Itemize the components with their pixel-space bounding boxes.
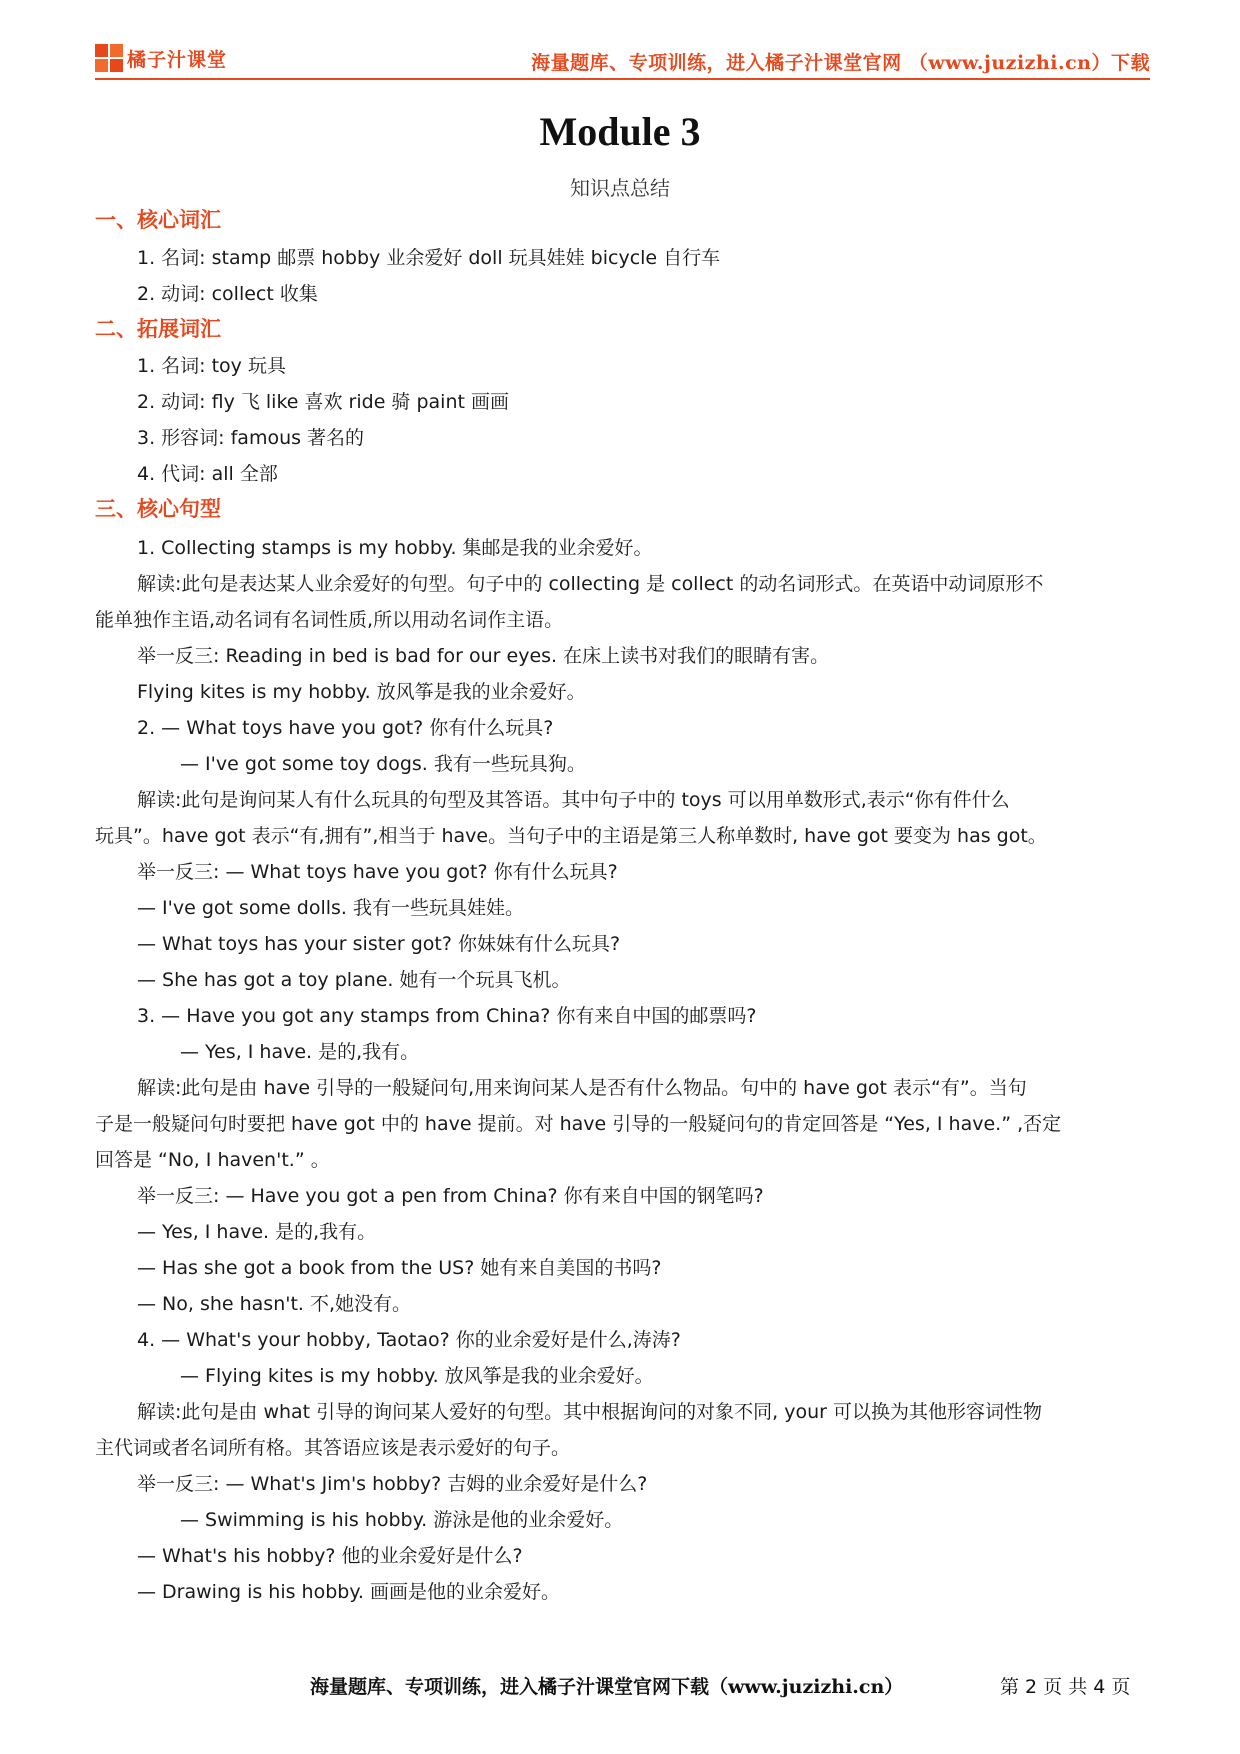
header-slogan: 海量题库、专项训练，进入橘子汁课堂官网 （www.juzizhi.cn）下载 [531,52,1150,74]
example-line: 举一反三: — What's Jim's hobby? 吉姆的业余爱好是什么? [137,1473,648,1495]
example-line: Flying kites is my hobby. 放风筝是我的业余爱好。 [137,681,586,703]
vocab-line: 4. 代词: all 全部 [137,463,278,485]
explanation-line: 解读:此句是由 have 引导的一般疑问句,用来询问某人是否有什么物品。句中的 have got 表示“有”。当句 [137,1077,1027,1099]
sentence-line: — I've got some toy dogs. 我有一些玩具狗。 [180,753,586,775]
example-line: — Drawing is his hobby. 画画是他的业余爱好。 [137,1581,560,1603]
explanation-line: 能单独作主语,动名词有名词性质,所以用动名词作主语。 [95,609,564,631]
example-line: 举一反三: — What toys have you got? 你有什么玩具? [137,861,618,883]
page-title: Module 3 [539,109,701,154]
explanation-line: 解读:此句是由 what 引导的询问某人爱好的句型。其中根据询问的对象不同, your 可以换为其他形容词性物 [137,1401,1042,1423]
page-header [95,42,1150,82]
example-line: — Yes, I have. 是的,我有。 [137,1221,377,1243]
explanation-line: 解读:此句是表达某人业余爱好的句型。句子中的 collecting 是 collect 的动名词形式。在英语中动词原形不 [137,573,1044,595]
header-divider [95,78,1150,80]
sentence-line: — Flying kites is my hobby. 放风筝是我的业余爱好。 [180,1365,654,1387]
example-line: — I've got some dolls. 我有一些玩具娃娃。 [137,897,524,919]
explanation-line: 玩具”。have got 表示“有,拥有”,相当于 have。当句子中的主语是第三人称单数时, have got 要变为 has got。 [95,825,1047,847]
explanation-line: 子是一般疑问句时要把 have got 中的 have 提前。对 have 引导的一般疑问句的肯定回答是 “Yes, I have.” ,否定 [95,1113,1062,1135]
example-line: — What toys has your sister got? 你妹妹有什么玩具? [137,933,621,955]
section-heading: 一、核心词汇 [95,208,221,232]
page-subtitle: 知识点总结 [570,176,670,200]
vocab-line: 1. 名词: toy 玩具 [137,355,286,377]
sentence-line: 2. — What toys have you got? 你有什么玩具? [137,717,554,739]
sentence-line: 4. — What's your hobby, Taotao? 你的业余爱好是什么,涛涛? [137,1329,681,1351]
section-heading: 三、核心句型 [95,497,221,521]
sentence-line: 3. — Have you got any stamps from China? 你有来自中国的邮票吗? [137,1005,757,1027]
section-heading: 二、拓展词汇 [95,317,221,341]
footer-slogan: 海量题库、专项训练，进入橘子汁课堂官网下载（www.juzizhi.cn） [310,1676,904,1698]
example-line: 举一反三: Reading in bed is bad for our eyes. 在床上读书对我们的眼睛有害。 [137,645,830,667]
vocab-line: 2. 动词: fly 飞 like 喜欢 ride 骑 paint 画画 [137,391,509,413]
vocab-line: 1. 名词: stamp 邮票 hobby 业余爱好 doll 玩具娃娃 bicycle 自行车 [137,247,721,269]
explanation-line: 回答是 “No, I haven't.” 。 [95,1149,330,1171]
page-number: 第 2 页 共 4 页 [1000,1676,1131,1698]
vocab-line: 3. 形容词: famous 著名的 [137,427,365,449]
explanation-line: 解读:此句是询问某人有什么玩具的句型及其答语。其中句子中的 toys 可以用单数形式,表示“你有件什么 [137,789,1010,811]
example-line: 举一反三: — Have you got a pen from China? 你有来自中国的钢笔吗? [137,1185,764,1207]
brand-logo [95,44,227,72]
explanation-line: 主代词或者名词所有格。其答语应该是表示爱好的句子。 [95,1437,571,1459]
example-line: — She has got a toy plane. 她有一个玩具飞机。 [137,969,571,991]
sentence-line: — Yes, I have. 是的,我有。 [180,1041,420,1063]
example-line: — What's his hobby? 他的业余爱好是什么? [137,1545,523,1567]
vocab-line: 2. 动词: collect 收集 [137,283,318,305]
example-line: — Has she got a book from the US? 她有来自美国的书吗? [137,1257,662,1279]
logo-text: 橘子汁课堂 [127,48,228,71]
example-line: — Swimming is his hobby. 游泳是他的业余爱好。 [180,1509,624,1531]
logo-icon [95,44,123,72]
sentence-line: 1. Collecting stamps is my hobby. 集邮是我的业余爱好。 [137,537,653,559]
example-line: — No, she hasn't. 不,她没有。 [137,1293,412,1315]
